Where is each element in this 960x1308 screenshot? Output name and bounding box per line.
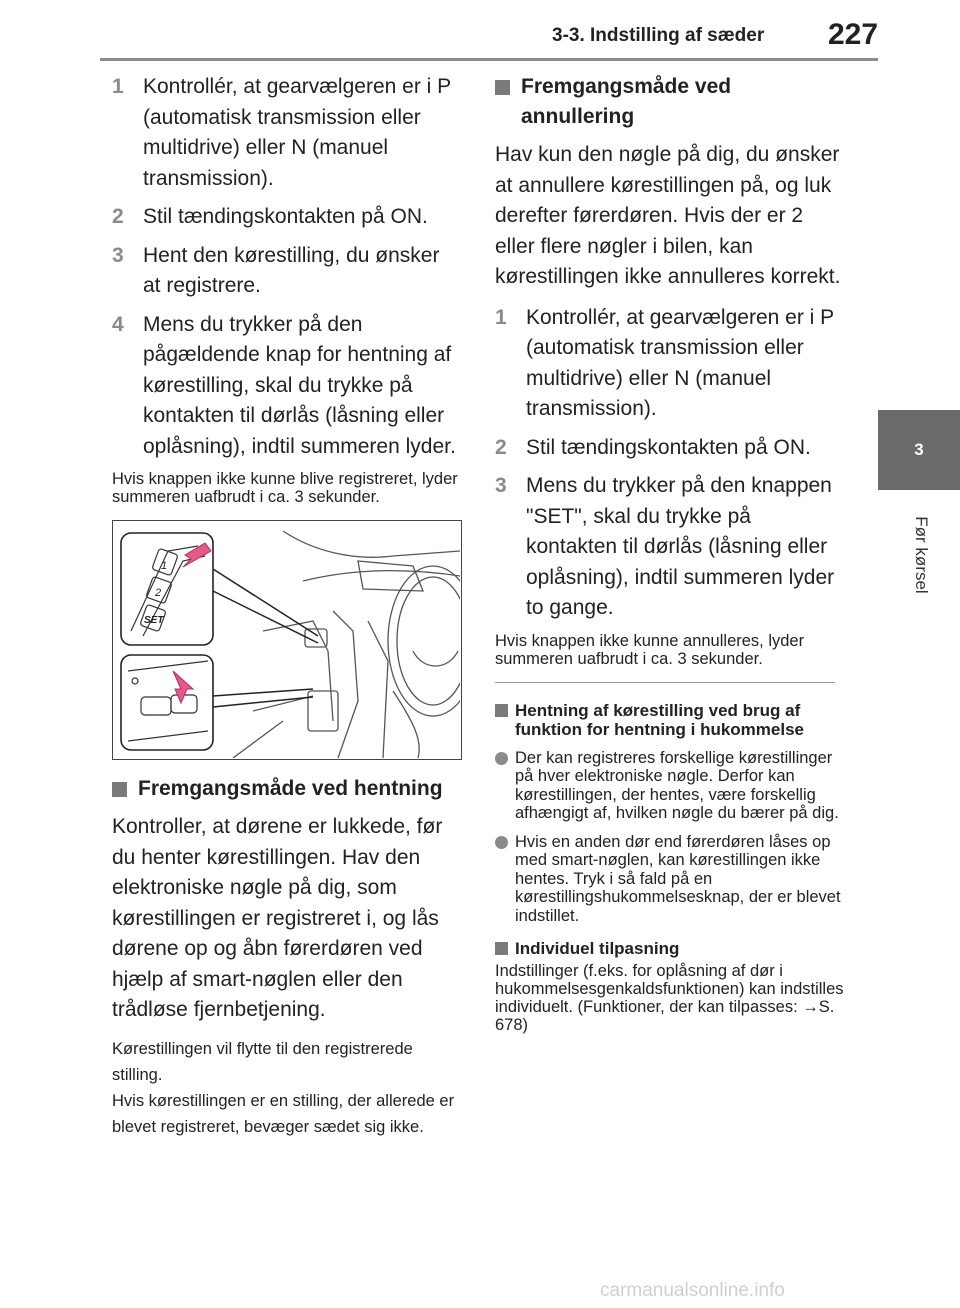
left-column <box>112 72 462 1140</box>
page-number: 227 <box>828 18 879 51</box>
step-number: 3 <box>495 474 507 497</box>
step-number: 1 <box>112 75 124 98</box>
right-column <box>495 72 845 1046</box>
step-number: 1 <box>495 305 507 329</box>
recall-paragraph: Kontroller, at dørene er lukkede, før du henter kørestillingen. Hav den elektroniske nøgle på dig, som kørestillingen er registreret i, og lås dørene op og åbn førerdøren ved hjælp af smart-nøglen eller den trådløse fjernbetjening. <box>112 815 443 1021</box>
register-step-2 <box>112 202 462 233</box>
cancel-heading <box>495 72 845 132</box>
info-bullet-2 <box>495 833 845 926</box>
memory-button-1-label: 1 <box>161 560 168 572</box>
door-panel-illustration <box>112 520 462 760</box>
heading-square-icon <box>495 80 510 95</box>
memory-button-2-label: 2 <box>155 587 162 599</box>
step-number: 3 <box>112 243 124 267</box>
step-text: Mens du trykker på den knappen "SET", skal du trykke på kontakten til dørlås (låsning eller oplåsning), indtil summeren lyder to gange. <box>526 474 835 619</box>
cancel-step-3 <box>495 471 845 624</box>
bullet-dot-icon <box>495 752 508 765</box>
bullet-text: Der kan registreres forskellige kørestillinger på hver elektroniske nøgle. Derfor kan kørestillingen, der hentes, være forskellig afhængigt af, hvilken nøgle du bærer på dig. <box>515 748 839 822</box>
bullet-text: Hvis en anden dør end førerdøren låses op med smart-nøglen, kan kørestillingen ikke hentes. Tryk i så fald på en kørestillingshukommelsesknap, der er blevet indstillet. <box>515 832 841 925</box>
set-button-label: SET <box>144 615 164 626</box>
info-heading <box>495 701 845 739</box>
recall-note-1: Kørestillingen vil flytte til den registrerede stilling. <box>112 1039 413 1084</box>
custom-heading <box>495 939 845 958</box>
recall-heading-text: Fremgangsmåde ved hentning <box>138 777 443 800</box>
cancel-paragraph: Hav kun den nøgle på dig, du ønsker at annullere kørestillingen på, og luk derefter førerdøren. Hvis der er 2 eller flere nøgler i bilen, kan kørestillingen ikke annulleres korrekt. <box>495 143 841 288</box>
cancel-note: Hvis knappen ikke kunne annulleres, lyder summeren uafbrudt i ca. 3 sekunder. <box>495 631 805 668</box>
chapter-label-text: Før kørsel <box>912 516 931 594</box>
info-bullet-1 <box>495 749 845 823</box>
custom-heading-text: Individuel tilpasning <box>515 939 680 958</box>
section-divider <box>495 682 835 683</box>
watermark: carmanualsonline.info <box>600 1280 785 1301</box>
register-step-4 <box>112 310 462 463</box>
register-note: Hvis knappen ikke kunne blive registreret, lyder summeren uafbrudt i ca. 3 sekunder. <box>112 470 458 506</box>
cancel-step-2 <box>495 433 845 464</box>
heading-square-icon <box>495 942 508 955</box>
step-text: Hent den kørestilling, du ønsker at registrere. <box>143 243 440 297</box>
custom-text: Indstillinger (f.eks. for oplåsning af dør i hukommelsesgenkaldsfunktionen) kan indstilles individuelt. (Funktioner, der kan tilpasses: →S. 678) <box>495 962 844 1034</box>
illustration-svg <box>113 521 460 758</box>
step-text: Mens du trykker på den pågældende knap for hentning af kørestilling, skal du trykke på kontakten til dørlås (låsning eller oplåsning), indtil summeren lyder. <box>143 312 456 458</box>
recall-note-2: Hvis kørestillingen er en stilling, der allerede er blevet registreret, bevæger sædet sig ikke. <box>112 1091 455 1136</box>
step-number: 2 <box>495 435 507 459</box>
chapter-tab: 3 <box>878 410 960 490</box>
register-step-1 <box>112 72 462 194</box>
info-heading-text: Hentning af kørestilling ved brug af funktion for hentning i hukommelse <box>515 700 804 739</box>
step-text: Kontrollér, at gearvælgeren er i P (automatisk transmission eller multidrive) eller N (manuel transmission). <box>526 305 834 420</box>
cancel-heading-text: Fremgangsmåde ved annullering <box>521 75 732 128</box>
chapter-label <box>906 500 936 610</box>
step-number: 4 <box>112 312 124 336</box>
step-number: 2 <box>112 205 124 228</box>
register-step-3 <box>112 241 462 302</box>
header-rule <box>100 58 878 61</box>
bullet-dot-icon <box>495 836 508 849</box>
step-text: Stil tændingskontakten på ON. <box>143 205 428 228</box>
recall-heading <box>112 774 462 804</box>
heading-square-icon <box>495 704 508 717</box>
step-text: Kontrollér, at gearvælgeren er i P (automatisk transmission eller multidrive) eller N (manuel transmission). <box>143 75 451 190</box>
cancel-step-1 <box>495 303 845 425</box>
heading-square-icon <box>112 782 127 797</box>
section-title: 3-3. Indstilling af sæder <box>552 25 765 46</box>
step-text: Stil tændingskontakten på ON. <box>526 435 811 459</box>
